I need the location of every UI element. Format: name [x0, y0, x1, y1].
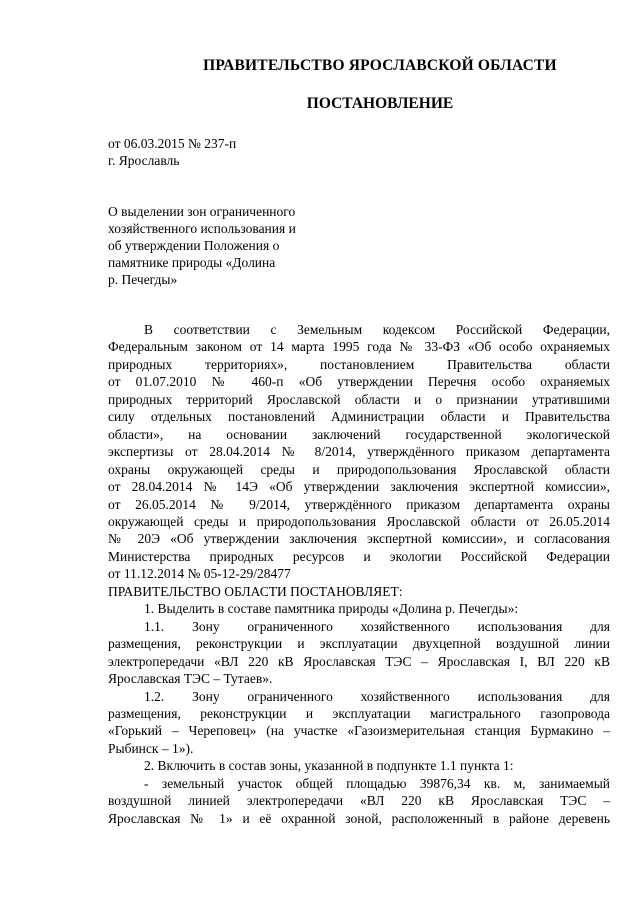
body-line: 1.2. Зону ограниченного хозяйственного использования для [144, 688, 610, 704]
body-line: ПРАВИТЕЛЬСТВО ОБЛАСТИ ПОСТАНОВЛЯЕТ: [108, 583, 403, 599]
body-line: электропередачи «ВЛ 220 кВ Ярославская ТЭС – Ярославская I, ВЛ 220 кВ [108, 653, 610, 669]
body-line: окружающей среды и природопользования Ярославской области от 26.05.2014 [108, 513, 610, 529]
body-line: природных территориях», постановлением Правительства области [108, 356, 610, 372]
city: г. Ярославль [108, 153, 180, 168]
body-line: Рыбинск – 1»). [108, 740, 194, 756]
document-body [108, 321, 610, 827]
body-line: от 26.05.2014 № 9/2014, утверждённого приказом департамента охраны [108, 496, 610, 512]
document-subject [108, 203, 348, 288]
date-number: от 06.03.2015 № 237-п [108, 136, 237, 151]
body-line: Федеральным законом от 14 марта 1995 года № 33-ФЗ «Об особо охраняемых [108, 339, 610, 355]
subject-line: р. Печегды» [108, 272, 178, 287]
body-line: природных территорий Ярославской области и о признании утратившими [108, 391, 610, 407]
subject-line: хозяйственного использования и [108, 221, 296, 236]
body-line: от 01.07.2010 № 460-п «Об утверждении Перечня особо охраняемых [108, 374, 610, 390]
body-line: размещения, реконструкции и эксплуатации магистрального газопровода [108, 705, 610, 721]
body-line: 1.1. Зону ограниченного хозяйственного использования для [144, 618, 610, 634]
body-line: от 11.12.2014 № 05-12-29/28477 [108, 566, 291, 582]
body-line: области», на основании заключений государственной экологической [108, 426, 610, 442]
body-line: силу отдельных постановлений Администрации области и Правительства [108, 409, 610, 425]
body-line: воздушной линией электропередачи «ВЛ 220 кВ Ярославская ТЭС – [108, 793, 610, 809]
body-line: 1. Выделить в составе памятника природы «Долина р. Печегды»: [144, 601, 519, 617]
body-line: 2. Включить в состав зоны, указанной в подпункте 1.1 пункта 1: [144, 758, 514, 774]
body-line: - земельный участок общей площадью 39876,34 кв. м, занимаемый [144, 775, 610, 791]
body-line: от 28.04.2014 № 14Э «Об утверждении заключения экспертной комиссии», [108, 479, 610, 495]
body-line: Министерства природных ресурсов и экологии Российской Федерации [108, 548, 610, 564]
subject-line: О выделении зон ограниченного [108, 204, 296, 219]
body-line: Ярославская № 1» и её охранной зоной, расположенный в районе деревень [108, 810, 610, 826]
subject-line: памятнике природы «Долина [108, 255, 276, 270]
body-line: экспертизы от 28.04.2014 № 8/2014, утверждённого приказом департамента [108, 444, 610, 460]
subject-line: об утверждении Положения о [108, 238, 280, 253]
document-meta [108, 135, 236, 169]
body-line: В соответствии с Земельным кодексом Российской Федерации, [144, 322, 610, 337]
body-line: размещения, реконструкции и эксплуатации двухцепной воздушной линии [108, 636, 610, 652]
body-line: № 20Э «Об утверждении заключения экспертной комиссии», и согласования [108, 531, 610, 547]
body-line: «Горький – Череповец» (на участке «Газоизмерительная станция Бурмакино – [108, 723, 610, 739]
body-line: Ярославская ТЭС – Тутаев». [108, 671, 273, 687]
body-line: охраны окружающей среды и природопользования Ярославской области [108, 461, 610, 477]
document-type-title: ПОСТАНОВЛЕНИЕ [306, 95, 454, 112]
org-title: ПРАВИТЕЛЬСТВО ЯРОСЛАВСКОЙ ОБЛАСТИ [203, 57, 557, 74]
